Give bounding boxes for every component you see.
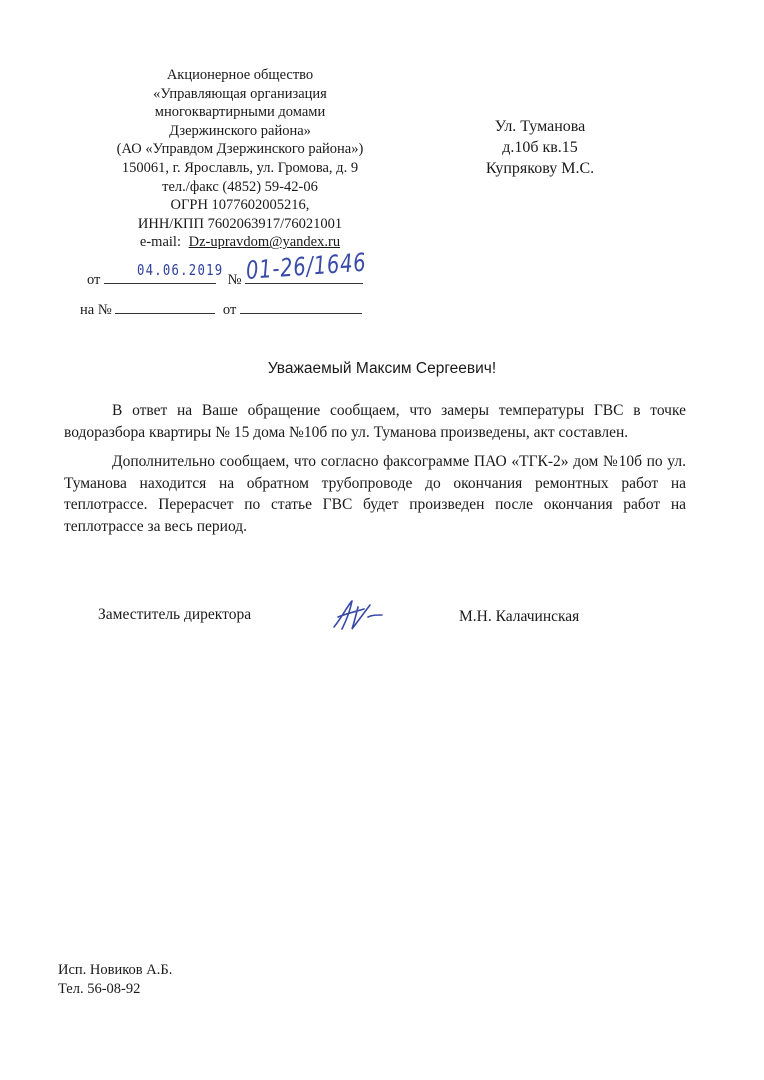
sender-line-4: Дзержинского района»	[169, 122, 311, 139]
sender-line-2: «Управляющая организация	[153, 85, 327, 102]
number-label: №	[227, 272, 242, 288]
sender-short-name: (АО «Управдом Дзержинского района»)	[116, 141, 364, 158]
sender-email-label: e-mail:	[139, 234, 181, 251]
recipient-name: Купрякову М.С.	[485, 160, 595, 177]
executor-block	[58, 961, 172, 998]
sender-line-1: Акционерное общество	[166, 67, 314, 83]
recipient-house: д.10б кв.15	[502, 139, 578, 156]
sender-inn: ИНН/КПП 7602063917/76021001	[137, 215, 343, 232]
from-label: от	[87, 272, 101, 288]
sender-line-3: многоквартирными домами	[154, 104, 326, 121]
recipient-block	[440, 116, 640, 179]
reply-number-label: на №	[80, 302, 112, 318]
reply-from-label: от	[222, 302, 237, 318]
sender-ogrn: ОГРН 1077602005216,	[170, 197, 310, 214]
registration-line-reply	[80, 299, 362, 319]
paragraph: Дополнительно сообщаем, что согласно факсограмме ПАО «ТГК-2» дом №10б по ул. Туманова находится на обратном трубопроводе до окончания ремонтных работ на теплотрассе. Перерасчет по статье ГВС будет произведен после окончания работ на теплотрассе за весь период.	[64, 453, 686, 535]
sender-block	[80, 66, 400, 252]
letter-body	[64, 400, 686, 545]
signatory-title: Заместитель директора	[98, 606, 252, 623]
reply-number-blank	[115, 299, 215, 314]
greeting: Уважаемый Максим Сергеевич!	[267, 360, 497, 377]
signatory-name: М.Н. Калачинская	[459, 608, 580, 625]
executor-name: Исп. Новиков А.Б.	[58, 962, 173, 978]
recipient-street: Ул. Туманова	[494, 118, 586, 135]
reply-date-blank	[240, 299, 362, 314]
number-stamp: 01-26/1646	[244, 247, 368, 285]
sender-address: 150061, г. Ярославль, ул. Громова, д. 9	[121, 159, 359, 176]
sender-email-link[interactable]: Dz-upravdom@yandex.ru	[188, 234, 341, 251]
sender-phone: тел./факс (4852) 59-42-06	[162, 178, 318, 195]
executor-phone: Тел. 56-08-92	[58, 980, 141, 997]
date-stamp: 04.06.2019	[137, 261, 224, 279]
paragraph: В ответ на Ваше обращение сообщаем, что замеры температуры ГВС в точке водоразбора квартиры № 15 дома №10б по ул. Туманова произведены, акт составлен.	[64, 402, 686, 441]
handwritten-signature	[328, 595, 398, 635]
